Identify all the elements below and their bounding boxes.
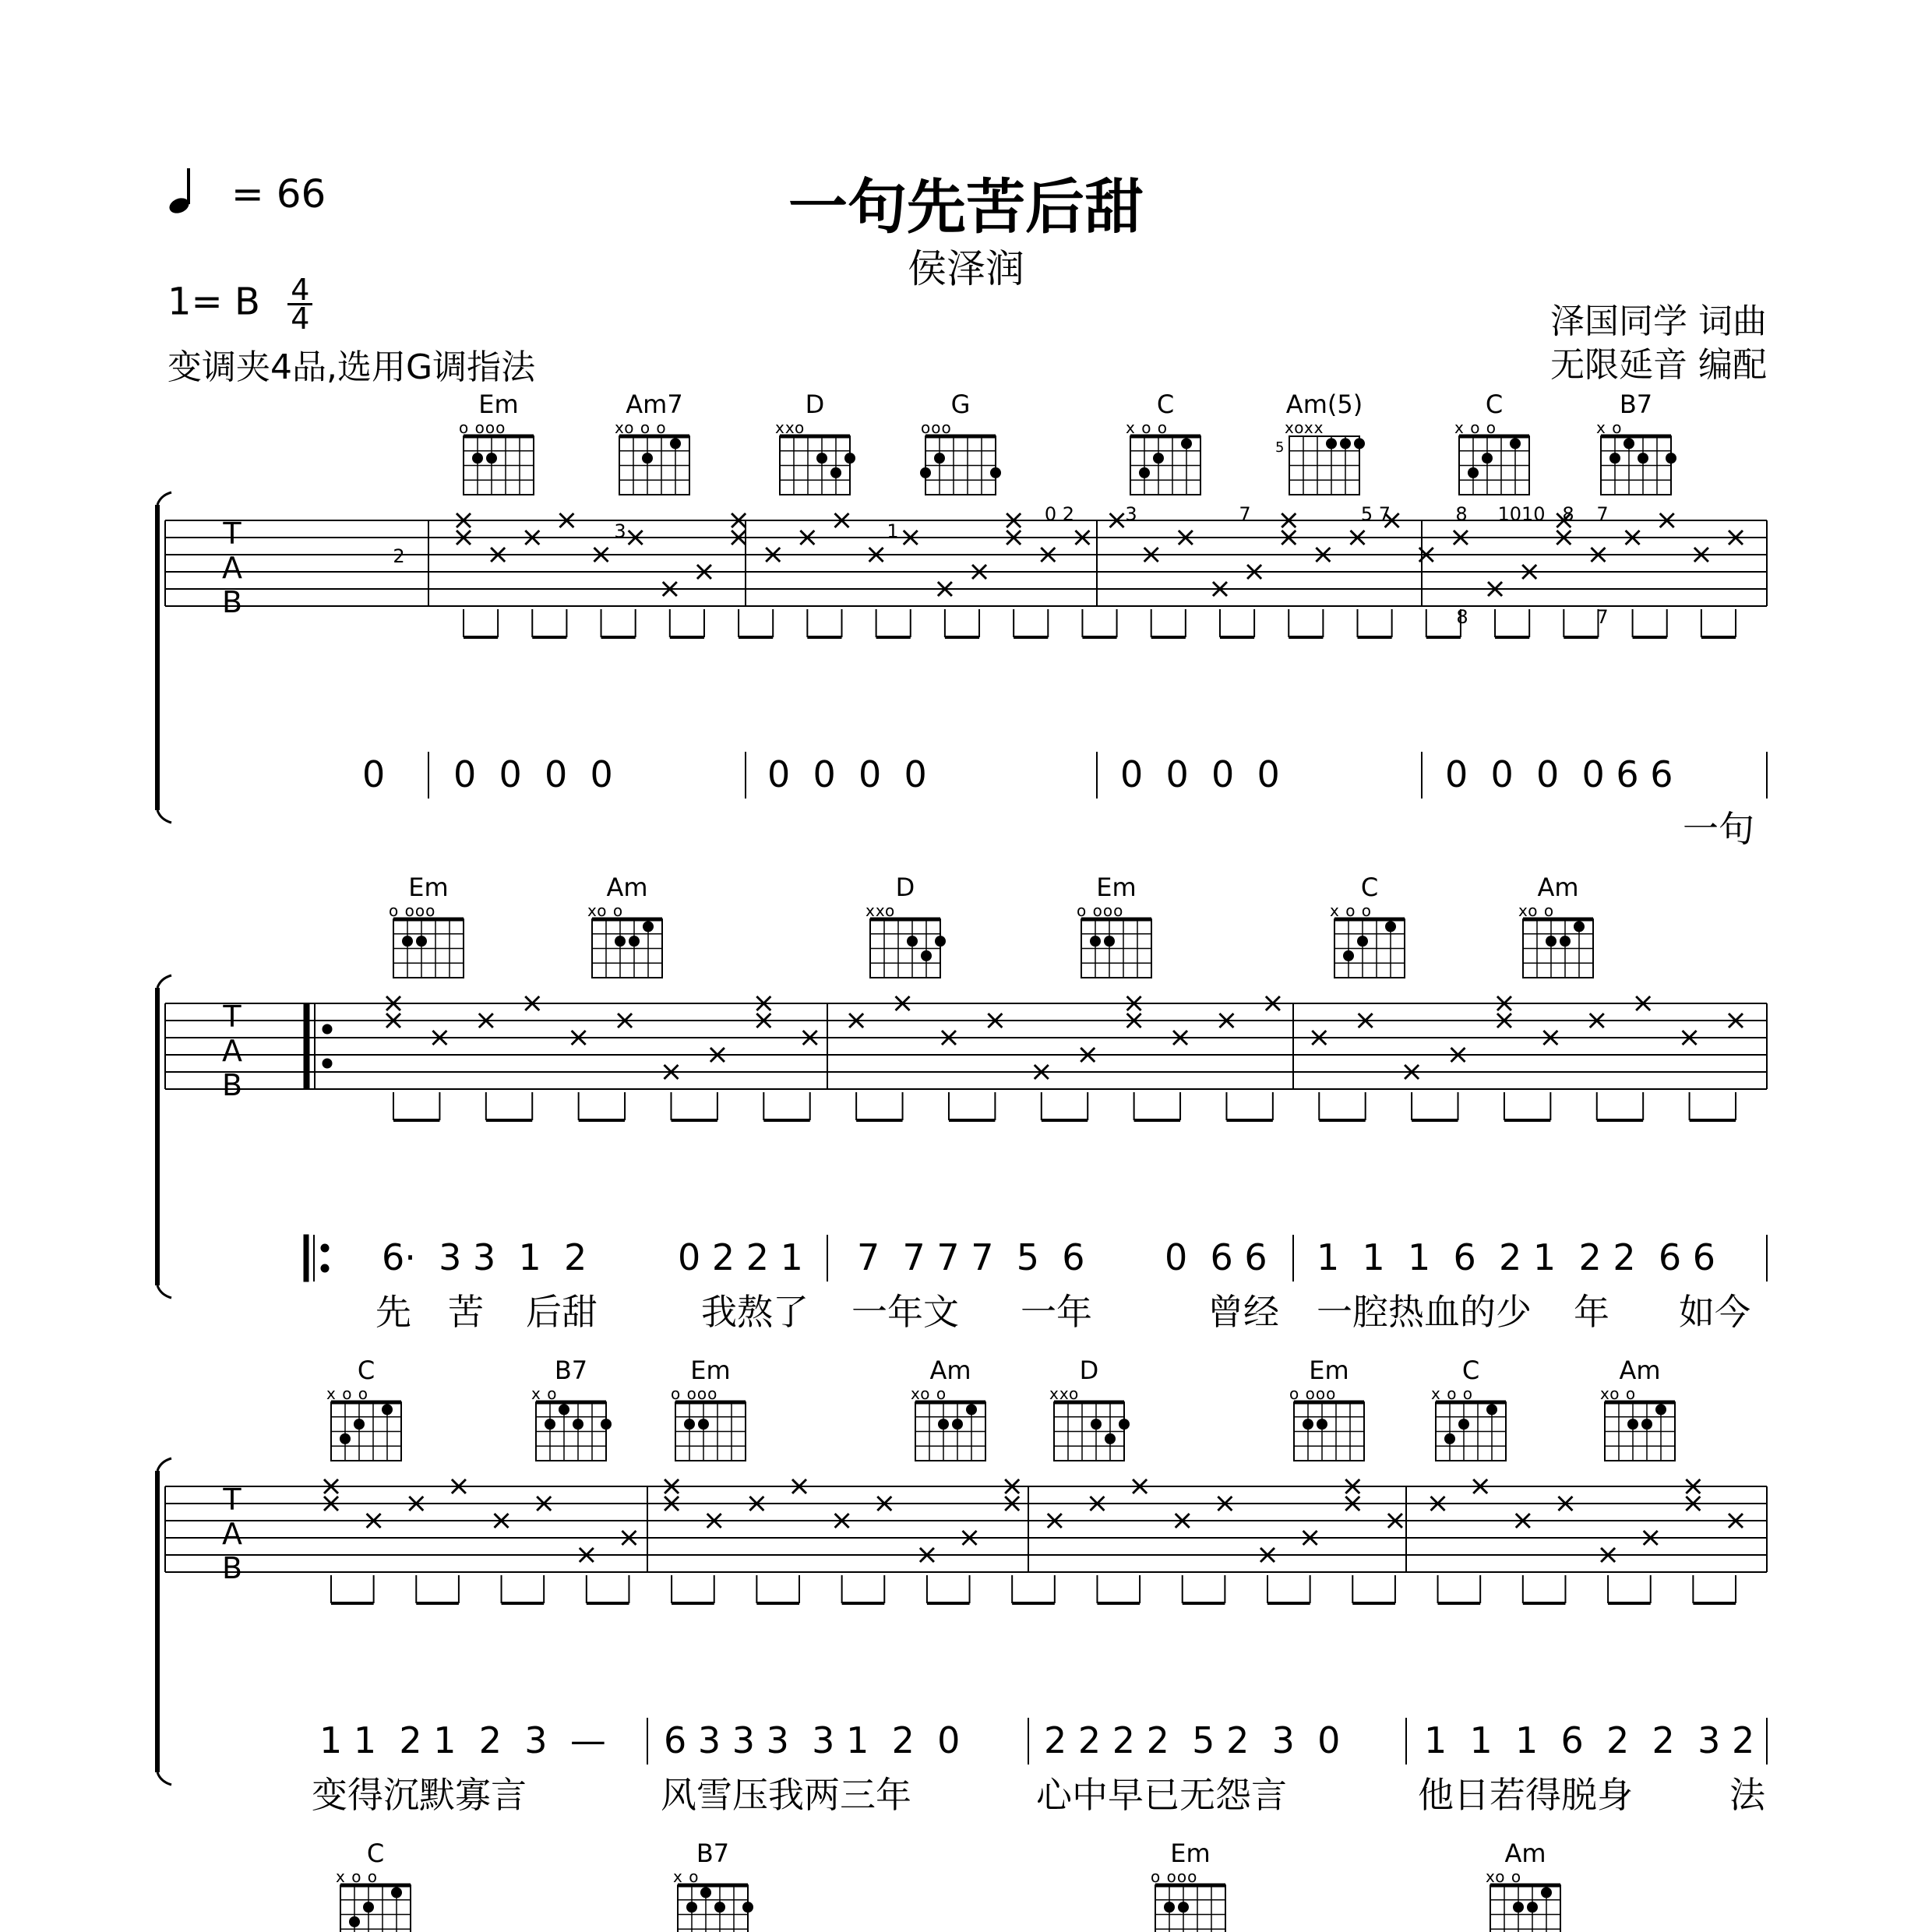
chord-finger-dot <box>1385 921 1396 932</box>
chord-open-muted-marks: o ooo <box>459 418 506 437</box>
chord-name: Em <box>690 1356 731 1385</box>
chord-diagram-em <box>459 390 534 495</box>
chord-finger-dot <box>340 1433 351 1444</box>
tab-letter-a: A <box>222 1034 242 1068</box>
chord-name: Em <box>1170 1839 1211 1868</box>
chord-finger-dot <box>921 950 932 961</box>
chord-finger-dot <box>684 1419 695 1430</box>
chord-finger-dot <box>1164 1902 1175 1913</box>
lyric: 先 <box>375 1291 411 1333</box>
chord-diagram-em <box>389 873 464 978</box>
chord-finger-dot <box>1153 453 1164 464</box>
notation-segment: 0 0 0 0 <box>1120 753 1280 795</box>
chord-open-muted-marks: x o o <box>1454 418 1497 437</box>
chord-finger-dot <box>1468 467 1479 478</box>
chord-finger-dot <box>382 1404 393 1415</box>
chord-finger-dot <box>1343 950 1354 961</box>
lyric: 风雪压我两三年 <box>661 1774 911 1816</box>
chord-open-muted-marks: x o <box>1596 418 1623 437</box>
chord-diagram-b7 <box>1596 390 1676 495</box>
chord-finger-dot <box>907 936 918 947</box>
chord-finger-dot <box>1444 1433 1455 1444</box>
key-label: 1= B <box>167 280 260 324</box>
lyric: 变得沉默寡言 <box>312 1774 527 1816</box>
chord-open-muted-marks: xxo <box>866 901 896 920</box>
song-title: 一句先苦后甜 <box>788 172 1144 242</box>
chord-finger-dot <box>472 453 483 464</box>
chord-name: Am <box>929 1356 971 1385</box>
chord-finger-dot <box>1541 1887 1552 1898</box>
chord-open-muted-marks: xxo <box>1049 1384 1080 1403</box>
chord-finger-dot <box>1624 438 1634 449</box>
fret-number: 8 <box>1456 606 1468 628</box>
chord-diagram-am <box>1486 1839 1560 1932</box>
chord-finger-dot <box>1458 1419 1469 1430</box>
lyric: 年 <box>1574 1291 1609 1333</box>
chord-finger-dot <box>1513 1902 1524 1913</box>
chord-finger-dot <box>938 1419 949 1430</box>
lyric: 一年文 <box>851 1291 959 1333</box>
chord-finger-dot <box>1104 936 1115 947</box>
chord-name: Am7 <box>626 390 683 419</box>
chord-finger-dot <box>742 1902 753 1913</box>
chord-diagram-b7 <box>531 1356 612 1461</box>
chord-name: Am <box>1504 1839 1546 1868</box>
chord-name: B7 <box>554 1356 588 1385</box>
tab-marks <box>324 513 1743 1603</box>
chord-diagram-c <box>1454 390 1529 495</box>
capo-note: 变调夹4品,选用G调指法 <box>167 347 536 387</box>
chord-finger-dot <box>1340 438 1351 449</box>
chord-finger-dot <box>416 936 427 947</box>
fret-number: 8 <box>1455 503 1468 525</box>
chord-diagram-em <box>1151 1839 1225 1932</box>
chord-finger-dot <box>1357 936 1368 947</box>
notation-segment: 0 <box>362 753 386 795</box>
chord-open-muted-marks: xoxx <box>1285 418 1324 437</box>
chord-finger-dot <box>1303 1419 1313 1430</box>
chord-finger-dot <box>966 1404 977 1415</box>
chord-finger-dot <box>601 1419 612 1430</box>
chord-finger-dot <box>486 453 497 464</box>
lyric: 曾经 <box>1208 1291 1279 1333</box>
fret-number: 1 <box>887 520 899 542</box>
chord-finger-dot <box>714 1902 725 1913</box>
tab-letter-t: T <box>223 999 242 1034</box>
chord-finger-dot <box>935 936 946 947</box>
chord-diagram-c <box>336 1839 411 1932</box>
chord-finger-dot <box>354 1419 365 1430</box>
chord-finger-dot <box>349 1916 360 1927</box>
fret-number: 3 <box>614 520 626 542</box>
chord-diagram-c <box>326 1356 401 1461</box>
fret-number: 1010 <box>1497 503 1546 525</box>
chord-open-muted-marks: x o o <box>1431 1384 1474 1403</box>
chord-finger-dot <box>1326 438 1337 449</box>
chord-finger-dot <box>1574 921 1585 932</box>
chord-finger-dot <box>391 1887 402 1898</box>
chord-diagram-am <box>1518 873 1593 978</box>
chord-finger-dot <box>1178 1902 1189 1913</box>
chord-open-muted-marks: o ooo <box>1151 1867 1198 1886</box>
chord-open-muted-marks: o ooo <box>1289 1384 1337 1403</box>
chord-diagram-c <box>1126 390 1200 495</box>
lyric: 我熬了 <box>701 1291 809 1333</box>
lyric: 法 <box>1729 1774 1765 1816</box>
chord-finger-dot <box>642 453 653 464</box>
chord-finger-dot <box>1105 1433 1116 1444</box>
fret-number: 7 <box>1239 503 1251 525</box>
chord-finger-dot <box>686 1902 697 1913</box>
chord-open-muted-marks: xo o <box>587 901 624 920</box>
chord-diagram-em <box>1077 873 1151 978</box>
chord-name: C <box>366 1839 385 1868</box>
chord-finger-dot <box>1627 1419 1638 1430</box>
chord-name: D <box>805 390 825 419</box>
lyric: 一腔热血的少 <box>1317 1291 1532 1333</box>
chord-finger-dot <box>1317 1419 1327 1430</box>
notation-segment: 0 0 0 0 <box>767 753 927 795</box>
chord-finger-dot <box>545 1419 555 1430</box>
chord-finger-dot <box>990 467 1001 478</box>
fret-number: 7 <box>1596 503 1609 525</box>
chord-diagram-am <box>587 873 662 978</box>
chord-name: Em <box>478 390 519 419</box>
notation-segment: 0 2 2 1 <box>678 1236 803 1278</box>
chord-finger-dot <box>698 1419 709 1430</box>
chord-name: C <box>357 1356 375 1385</box>
chord-finger-dot <box>1638 453 1648 464</box>
chord-finger-dot <box>1527 1902 1538 1913</box>
chord-diagram-d <box>866 873 946 978</box>
chord-finger-dot <box>844 453 855 464</box>
chord-name: Am <box>1619 1356 1661 1385</box>
chord-name: Em <box>408 873 449 902</box>
chord-open-muted-marks: o ooo <box>389 901 436 920</box>
chord-finger-dot <box>1354 438 1365 449</box>
chord-diagram-am7 <box>615 390 689 495</box>
tempo-value: = 66 <box>231 171 326 217</box>
tab-letter-a: A <box>222 1517 242 1551</box>
chord-finger-dot <box>1655 1404 1666 1415</box>
chord-open-muted-marks: x o o <box>1126 418 1169 437</box>
chord-name: D <box>1079 1356 1099 1385</box>
chord-name: Am <box>606 873 648 902</box>
chord-name: Am <box>1537 873 1579 902</box>
tab-letter-t: T <box>223 516 242 551</box>
chord-name: C <box>1485 390 1504 419</box>
chord-diagram-em <box>671 1356 746 1461</box>
chord-name: Em <box>1309 1356 1349 1385</box>
fret-number: 3 <box>1125 503 1137 525</box>
fret-number: 5 7 <box>1360 503 1391 525</box>
notation-segment: 1 1 1 6 2 2 3 2 <box>1424 1719 1755 1761</box>
lyric: 心中早已无怨言 <box>1036 1774 1287 1816</box>
chord-finger-dot <box>615 936 626 947</box>
chord-diagram-d <box>1049 1356 1130 1461</box>
chord-name: C <box>1461 1356 1480 1385</box>
chord-open-muted-marks: xo o <box>1600 1384 1637 1403</box>
notation-segment: 1 1 2 1 2 3 — <box>319 1719 606 1761</box>
credit-arrangement: 无限延音 编配 <box>1550 345 1767 385</box>
repeat-start-bar <box>304 1003 309 1089</box>
notation-repeat-start <box>304 1235 308 1282</box>
chord-finger-dot <box>1609 453 1620 464</box>
chord-finger-dot <box>1090 936 1101 947</box>
chord-finger-dot <box>934 453 945 464</box>
notation-segment: 2 2 2 2 5 2 3 0 <box>1044 1719 1341 1761</box>
chord-finger-dot <box>1119 1419 1130 1430</box>
chord-finger-dot <box>816 453 827 464</box>
chord-finger-dot <box>920 467 931 478</box>
chord-finger-dot <box>670 438 681 449</box>
chord-finger-dot <box>1091 1419 1102 1430</box>
text-layer <box>222 503 1766 1816</box>
system-structure <box>157 492 1767 1785</box>
chord-diagram-c <box>1431 1356 1506 1461</box>
chord-finger-dot <box>1482 453 1493 464</box>
chord-fret-position: 5 <box>1275 439 1285 456</box>
notation-segment: 1 1 1 6 2 1 2 2 6 6 <box>1317 1236 1715 1278</box>
chord-diagram-c <box>1330 873 1405 978</box>
chord-finger-dot <box>402 936 413 947</box>
lyric: 他日若得脱身 <box>1418 1774 1633 1816</box>
chord-name: C <box>1156 390 1175 419</box>
chord-finger-dot <box>1641 1419 1652 1430</box>
chord-name: Am(5) <box>1285 390 1363 419</box>
chord-name: G <box>950 390 971 419</box>
chord-finger-dot <box>643 921 654 932</box>
chord-name: Em <box>1096 873 1137 902</box>
chord-finger-dot <box>1560 936 1571 947</box>
fret-number: 2 <box>393 545 405 567</box>
tab-letter-a: A <box>222 551 242 585</box>
chord-open-muted-marks: x o o <box>336 1867 379 1886</box>
chord-name: B7 <box>1619 390 1653 419</box>
lyric: 后甜 <box>526 1291 598 1333</box>
chord-name: B7 <box>696 1839 730 1868</box>
tab-letter-t: T <box>223 1482 242 1517</box>
chord-finger-dot <box>1139 467 1150 478</box>
chord-open-muted-marks: xo o <box>1518 901 1555 920</box>
lyric: 一年 <box>1021 1291 1092 1333</box>
notation-segment: 6 3 3 3 3 1 2 0 <box>664 1719 961 1761</box>
chord-diagrams <box>326 390 1676 1932</box>
chord-diagram-em <box>1289 1356 1364 1461</box>
chord-finger-dot <box>1486 1404 1497 1415</box>
notation-segment: 0 0 0 0 6 6 <box>1445 753 1673 795</box>
chord-finger-dot <box>700 1887 711 1898</box>
chord-finger-dot <box>1666 453 1676 464</box>
chord-open-muted-marks: x o o <box>326 1384 369 1403</box>
chord-finger-dot <box>1510 438 1521 449</box>
notation-segment: 0 0 0 0 <box>453 753 613 795</box>
chord-finger-dot <box>1181 438 1192 449</box>
time-signature-bottom: 4 <box>291 301 310 336</box>
chord-finger-dot <box>363 1902 374 1913</box>
fret-number: 8 <box>1562 503 1574 525</box>
chord-open-muted-marks: x o <box>531 1384 558 1403</box>
chord-open-muted-marks: x o o <box>1330 901 1373 920</box>
notation-segment: 0 6 6 <box>1165 1236 1267 1278</box>
chord-name: C <box>1360 873 1379 902</box>
chord-diagram-am <box>911 1356 985 1461</box>
credit-lyrics-music: 泽国同学 词曲 <box>1550 301 1767 341</box>
chord-finger-dot <box>559 1404 569 1415</box>
notation-segment: 7 7 7 7 5 6 <box>857 1236 1085 1278</box>
chord-open-muted-marks: o ooo <box>1077 901 1124 920</box>
tab-letter-b: B <box>221 1068 243 1102</box>
tab-letter-b: B <box>221 1551 243 1585</box>
lyric: 一句 <box>1683 808 1754 850</box>
fret-number: 7 <box>1596 606 1609 628</box>
chord-open-muted-marks: xo o <box>1486 1867 1522 1886</box>
chord-finger-dot <box>629 936 640 947</box>
lyric: 如今 <box>1679 1291 1750 1333</box>
chord-open-muted-marks: xo o <box>911 1384 947 1403</box>
chord-name: D <box>895 873 915 902</box>
chord-diagram-g <box>920 390 1001 495</box>
chord-finger-dot <box>1546 936 1557 947</box>
chord-open-muted-marks: xo o o <box>615 418 667 437</box>
notation-segment: 6· 3 3 1 2 <box>382 1236 587 1278</box>
chord-open-muted-marks: ooo <box>921 418 952 437</box>
chord-diagram-am <box>1600 1356 1675 1461</box>
chord-diagram-am5 <box>1275 390 1365 495</box>
tab-letter-b: B <box>221 585 243 619</box>
artist-name: 侯泽润 <box>908 246 1024 291</box>
chord-finger-dot <box>830 467 841 478</box>
chord-finger-dot <box>573 1419 583 1430</box>
chord-finger-dot <box>952 1419 963 1430</box>
chord-open-muted-marks: x o <box>673 1867 700 1886</box>
chord-open-muted-marks: o ooo <box>671 1384 718 1403</box>
chord-open-muted-marks: xxo <box>775 418 806 437</box>
time-signature-top: 4 <box>287 277 312 305</box>
chord-diagram-d <box>775 390 855 495</box>
chord-diagram-b7 <box>673 1839 753 1932</box>
fret-number: 0 2 <box>1044 503 1075 525</box>
lyric: 苦 <box>448 1291 484 1333</box>
